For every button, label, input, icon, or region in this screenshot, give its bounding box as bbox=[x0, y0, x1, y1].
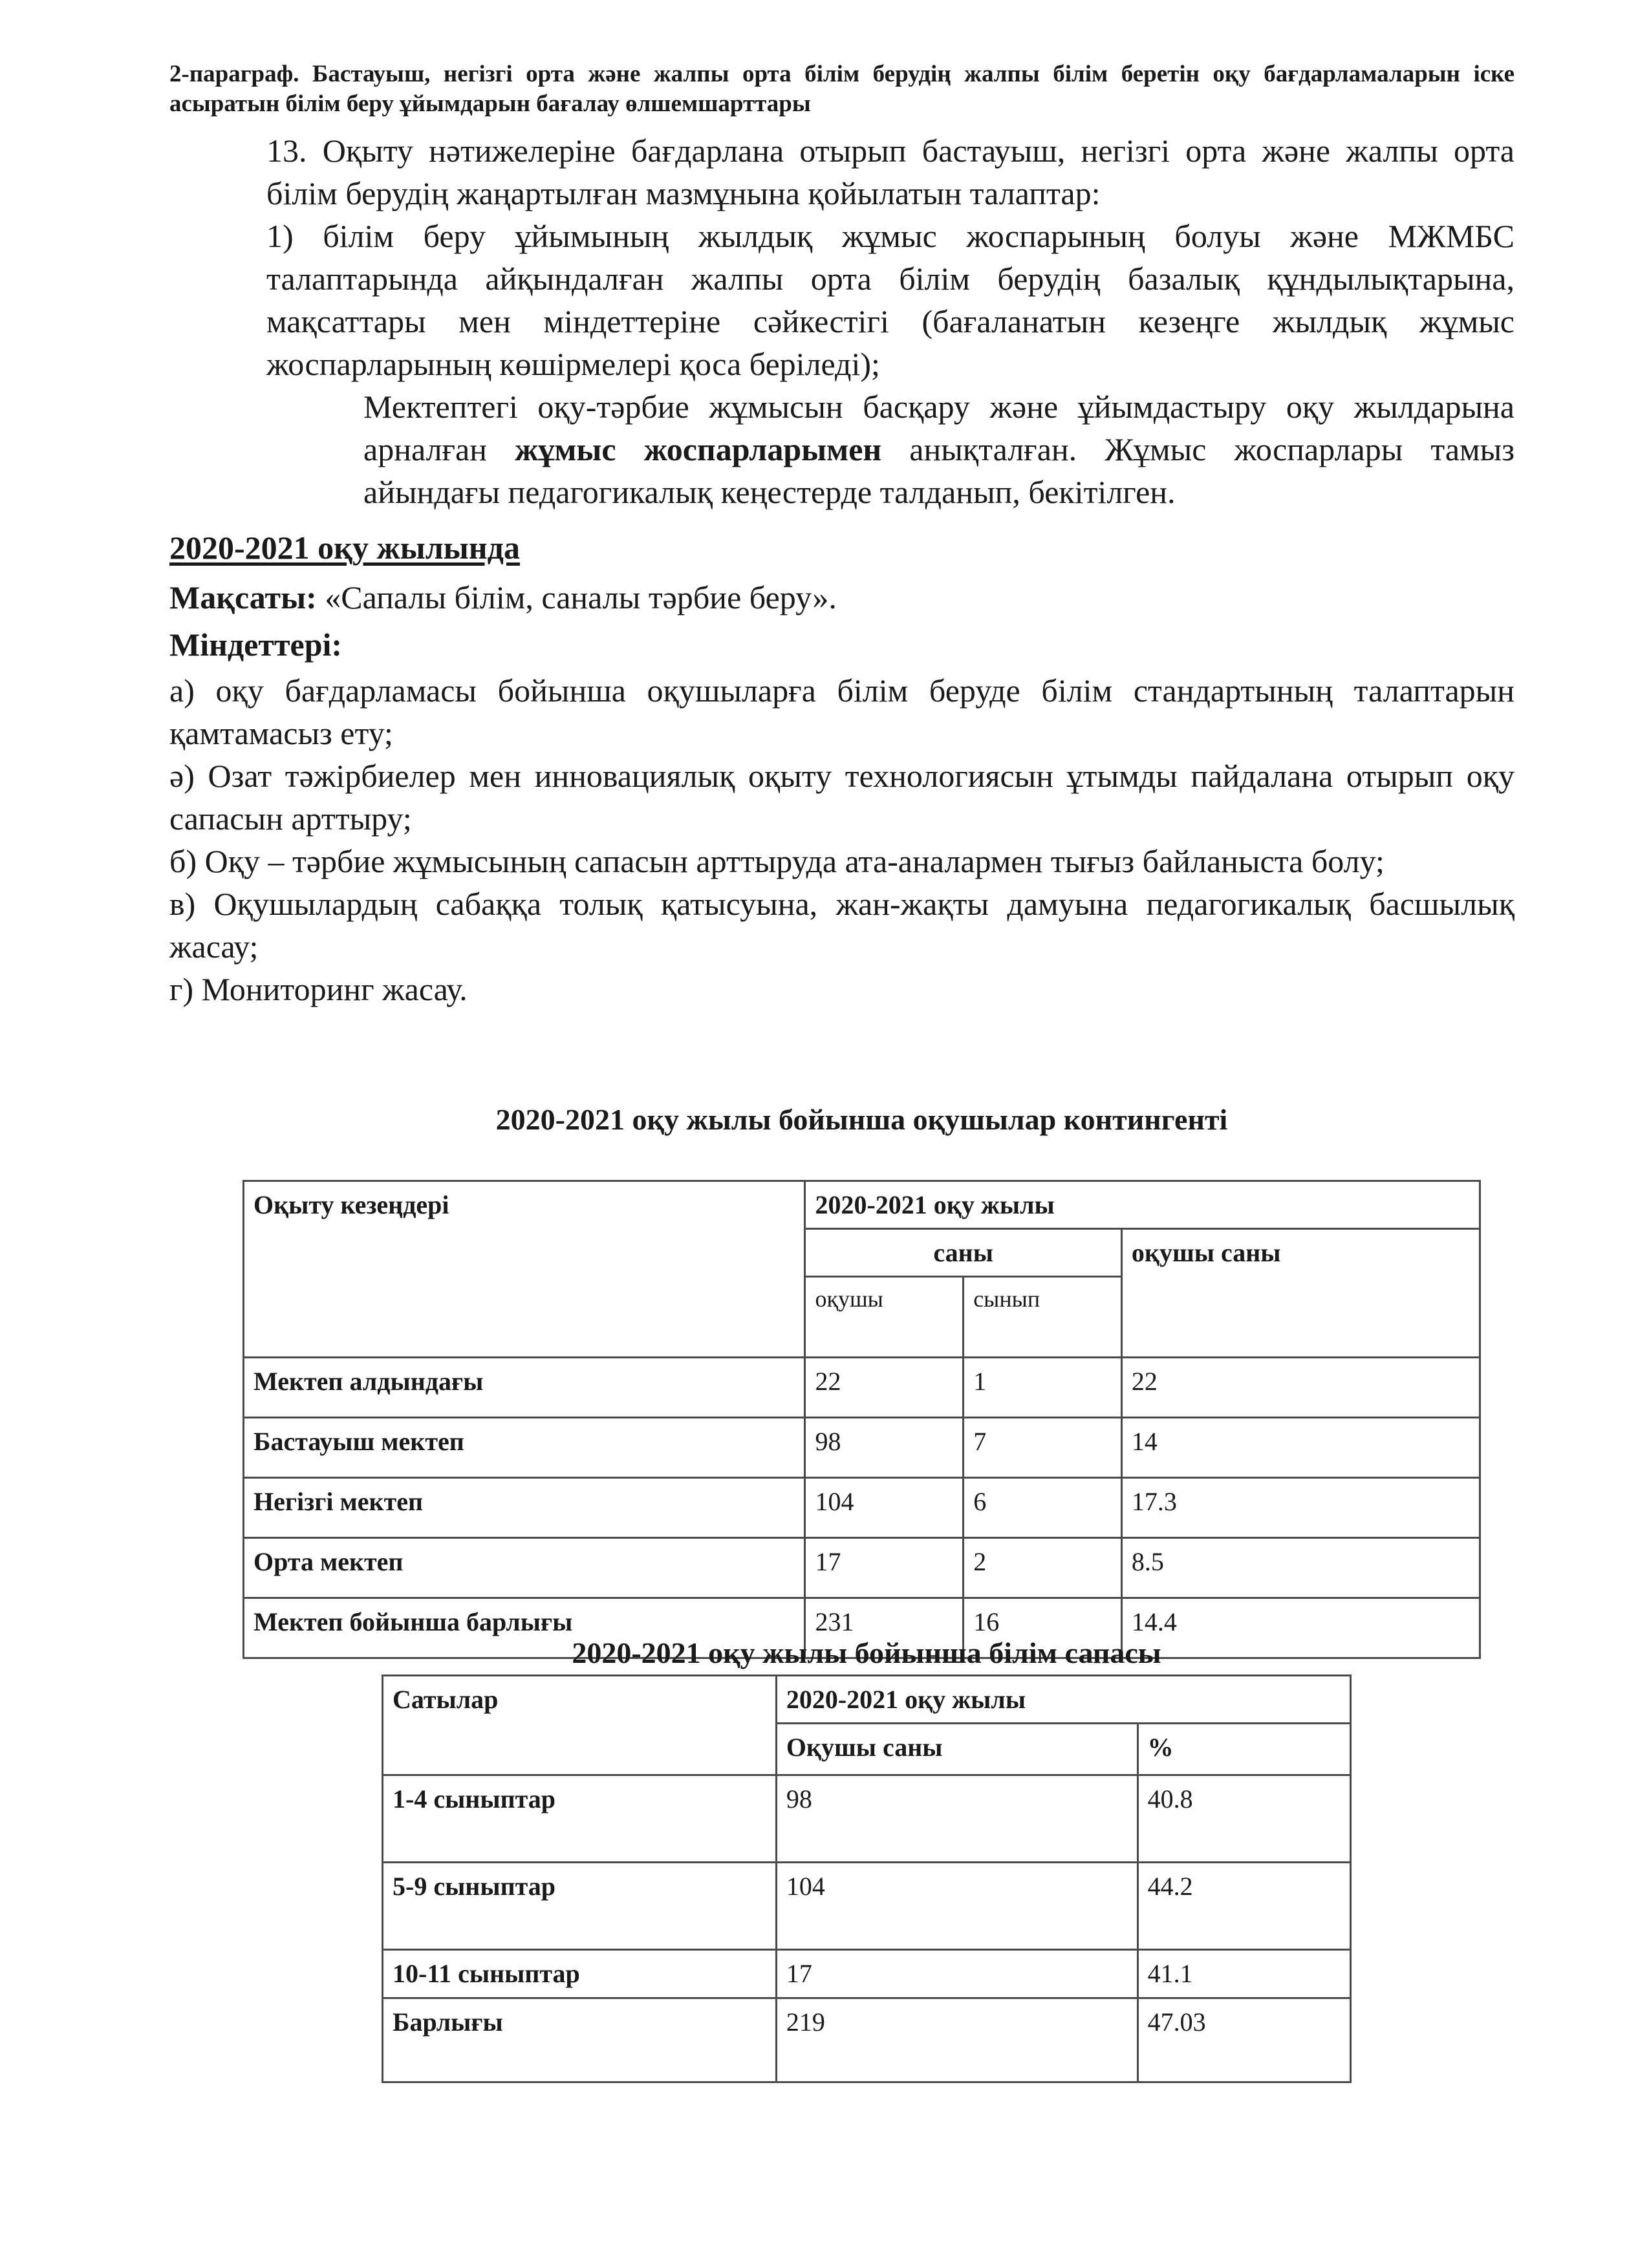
header-students: оқушы bbox=[805, 1277, 964, 1358]
cell-avg: 17.3 bbox=[1121, 1478, 1480, 1538]
table-row-total bbox=[383, 1998, 1351, 2082]
contingent-table bbox=[242, 1180, 1481, 1659]
task-item: г) Мониторинг жасау. bbox=[169, 971, 468, 1007]
header-avg: оқушы саны bbox=[1121, 1229, 1480, 1358]
header-students: Оқушы саны bbox=[776, 1724, 1137, 1775]
section-heading: 2-параграф. Бастауыш, негізгі орта және жалпы орта білім берудің жалпы білім беретін оқу бағдарламаларын іске асыратын білім беру ұйымдарын бағалау өлшемшарттары bbox=[169, 61, 1514, 117]
cell-stage: Бастауыш мектеп bbox=[244, 1418, 805, 1478]
cell-students: 17 bbox=[805, 1538, 964, 1598]
cell-classes: 7 bbox=[964, 1418, 1122, 1478]
cell-students: 17 bbox=[776, 1950, 1137, 1998]
task-item: ә) Озат тәжірбиелер мен инновациялық оқыту технологиясын ұтымды пайдалана отырып оқу сапасын арттыру; bbox=[169, 758, 1514, 837]
task-item: б) Оқу – тәрбие жұмысының сапасын арттыруда ата-аналармен тығыз байланыста болу; bbox=[169, 843, 1385, 879]
work-plan-text-end: анықталған. Жұмыс жоспарлары тамыз айындағы педагогикалық кеңестерде талданып, бекітілген. bbox=[363, 431, 1514, 510]
cell-avg: 22 bbox=[1121, 1358, 1480, 1418]
header-count: саны bbox=[805, 1229, 1121, 1277]
cell-level: 1-4 сыныптар bbox=[383, 1775, 777, 1863]
cell-avg: 14 bbox=[1121, 1418, 1480, 1478]
cell-avg: 8.5 bbox=[1121, 1538, 1480, 1598]
goal-line bbox=[169, 579, 837, 616]
header-percent: % bbox=[1137, 1724, 1350, 1775]
cell-stage: Мектеп алдындағы bbox=[244, 1358, 805, 1418]
header-classes: сынып bbox=[964, 1277, 1122, 1358]
work-plan-text-start: Мектептегі оқу-тәрбие жұмысын басқару және ұйымдастыру оқу жылдарына арналған bbox=[363, 389, 1514, 467]
task-item: а) оқу бағдарламасы бойынша оқушыларға білім беруде білім стандартының талаптарын қамтамасыз ету; bbox=[169, 672, 1514, 751]
cell-students: 98 bbox=[776, 1775, 1137, 1863]
table-row bbox=[244, 1358, 1480, 1418]
quality-table bbox=[382, 1674, 1352, 2083]
requirements-paragraph bbox=[169, 129, 1514, 513]
cell-students: 22 bbox=[805, 1358, 964, 1418]
cell-avg: 14.4 bbox=[1121, 1598, 1480, 1658]
header-year: 2020-2021 оқу жылы bbox=[776, 1676, 1350, 1724]
table-row bbox=[244, 1478, 1480, 1538]
table-row bbox=[383, 1775, 1351, 1863]
goal-text: «Сапалы білім, саналы тәрбие беру». bbox=[325, 579, 837, 615]
cell-level: 5-9 сыныптар bbox=[383, 1863, 777, 1950]
goal-label: Мақсаты: bbox=[169, 579, 317, 615]
tasks-label: Міндеттері: bbox=[169, 626, 343, 663]
cell-classes: 16 bbox=[964, 1598, 1122, 1658]
header-year: 2020-2021 оқу жылы bbox=[805, 1181, 1480, 1229]
year-heading: 2020-2021 оқу жылында bbox=[169, 530, 520, 566]
cell-students: 104 bbox=[776, 1863, 1137, 1950]
cell-students: 104 bbox=[805, 1478, 964, 1538]
table-row bbox=[383, 1950, 1351, 1998]
tasks-list bbox=[169, 669, 1514, 1011]
cell-stage: Негізгі мектеп bbox=[244, 1478, 805, 1538]
table-header-row bbox=[244, 1181, 1480, 1229]
task-item: в) Оқушылардың сабаққа толық қатысуына, жан-жақты дамуына педагогикалық басшылық жасау; bbox=[169, 886, 1514, 965]
cell-level: Барлығы bbox=[383, 1998, 777, 2082]
cell-classes: 2 bbox=[964, 1538, 1122, 1598]
table-row bbox=[383, 1863, 1351, 1950]
cell-stage: Орта мектеп bbox=[244, 1538, 805, 1598]
cell-classes: 6 bbox=[964, 1478, 1122, 1538]
contingent-table-title: 2020-2021 оқу жылы бойынша оқушылар контингенті bbox=[495, 1103, 1228, 1136]
cell-classes: 1 bbox=[964, 1358, 1122, 1418]
cell-stage: Мектеп бойынша барлығы bbox=[244, 1598, 805, 1658]
work-plan-paragraph bbox=[169, 385, 1514, 513]
cell-students: 98 bbox=[805, 1418, 964, 1478]
cell-percent: 40.8 bbox=[1137, 1775, 1350, 1863]
cell-level: 10-11 сыныптар bbox=[383, 1950, 777, 1998]
cell-students: 219 bbox=[776, 1998, 1137, 2082]
paragraph-13: 13. Оқыту нәтижелеріне бағдарлана отырып бастауыш, негізгі орта және жалпы орта білім берудің жаңартылған мазмұнына қойылатын талаптар: bbox=[266, 133, 1514, 211]
table-row bbox=[244, 1538, 1480, 1598]
requirement-item-1: 1) білім беру ұйымының жылдық жұмыс жоспарының болуы және МЖМБС талаптарында айқындалған жалпы орта білім берудің базалық құндылықтарына, мақсаттары мен міндеттеріне сәйкестігі (бағаланатын кезеңге жылдық жұмыс жоспарларының көшірмелері қоса беріледі); bbox=[266, 218, 1514, 382]
header-level: Сатылар bbox=[383, 1676, 777, 1775]
work-plan-text-bold: жұмыс жоспарларымен bbox=[515, 431, 882, 467]
cell-percent: 44.2 bbox=[1137, 1863, 1350, 1950]
table-row bbox=[244, 1418, 1480, 1478]
cell-students: 231 bbox=[805, 1598, 964, 1658]
cell-percent: 41.1 bbox=[1137, 1950, 1350, 1998]
cell-percent: 47.03 bbox=[1137, 1998, 1350, 2082]
quality-table-title: 2020-2021 оқу жылы бойынша білім сапасы bbox=[572, 1636, 1161, 1669]
table-header-row bbox=[383, 1676, 1351, 1724]
header-stage: Оқыту кезеңдері bbox=[244, 1181, 805, 1358]
